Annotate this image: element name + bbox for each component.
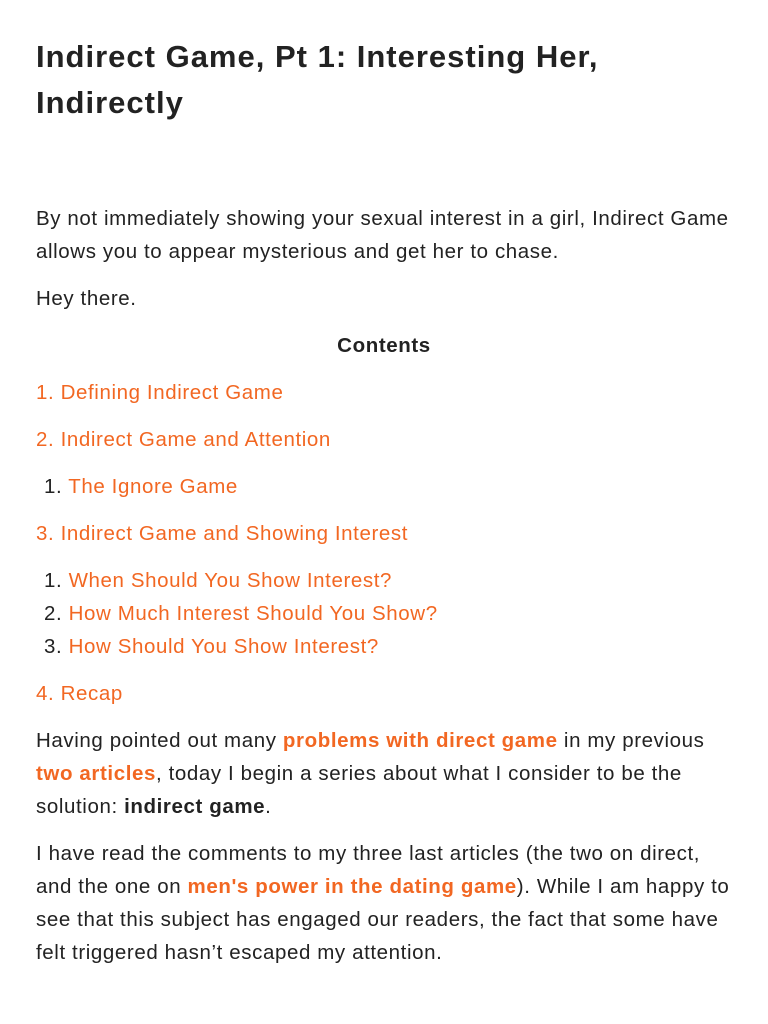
- toc-item-indirect-game-and-attention[interactable]: 2. Indirect Game and Attention: [36, 428, 331, 451]
- article-intro: By not immediately showing your sexual interest in a girl, Indirect Game allows you to appear mysterious and get her to chase.: [36, 207, 729, 263]
- paragraph-text: Having pointed out many: [36, 729, 283, 752]
- table-of-contents: [36, 329, 732, 710]
- toc-subitem-number: 1.: [44, 569, 63, 592]
- paragraph-text: ). While I am happy to see that this subject has engaged our readers, the fact that some have felt triggered hasn’t escaped my attention.: [36, 875, 730, 964]
- list-item: [36, 470, 732, 503]
- toc-subitem-when-should-you-show-interest[interactable]: When Should You Show Interest?: [68, 569, 393, 592]
- paragraph-text: , today I begin a series about what I consider to be the solution:: [36, 762, 682, 818]
- toc-item-defining-indirect-game[interactable]: 1. Defining Indirect Game: [36, 381, 284, 404]
- list-item: [36, 564, 732, 597]
- two-articles-link[interactable]: two articles: [36, 762, 156, 785]
- list-item: [36, 630, 732, 663]
- toc-subitem-number: 1.: [44, 475, 63, 498]
- indirect-game-emphasis: indirect game: [124, 795, 266, 818]
- toc-sublist: [36, 470, 732, 503]
- contents-heading: Contents: [337, 334, 431, 357]
- body-paragraph-2: [36, 837, 732, 969]
- paragraph-text: .: [265, 795, 272, 818]
- toc-subitem-how-much-interest[interactable]: How Much Interest Should You Show?: [68, 602, 438, 625]
- toc-sublist: [36, 564, 732, 663]
- problems-with-direct-game-link[interactable]: problems with direct game: [282, 729, 558, 752]
- toc-subitem-number: 3.: [44, 635, 63, 658]
- toc-subitem-how-should-you-show-interest[interactable]: How Should You Show Interest?: [68, 635, 379, 658]
- paragraph-text: I have read the comments to my three last articles (the two on direct, and the one on: [36, 842, 701, 898]
- paragraph-text: in my previous: [557, 729, 705, 752]
- toc-item-indirect-game-and-showing-interest[interactable]: 3. Indirect Game and Showing Interest: [36, 522, 409, 545]
- list-item: [36, 597, 732, 630]
- article-title: Indirect Game, Pt 1: Interesting Her, Indirectly: [36, 39, 599, 120]
- toc-subitem-the-ignore-game[interactable]: The Ignore Game: [68, 475, 238, 498]
- toc-subitem-number: 2.: [44, 602, 63, 625]
- mens-power-link[interactable]: men's power in the dating game: [187, 875, 517, 898]
- toc-item-recap[interactable]: 4. Recap: [36, 682, 123, 705]
- greeting-text: Hey there.: [36, 287, 137, 310]
- body-paragraph-1: [36, 724, 732, 823]
